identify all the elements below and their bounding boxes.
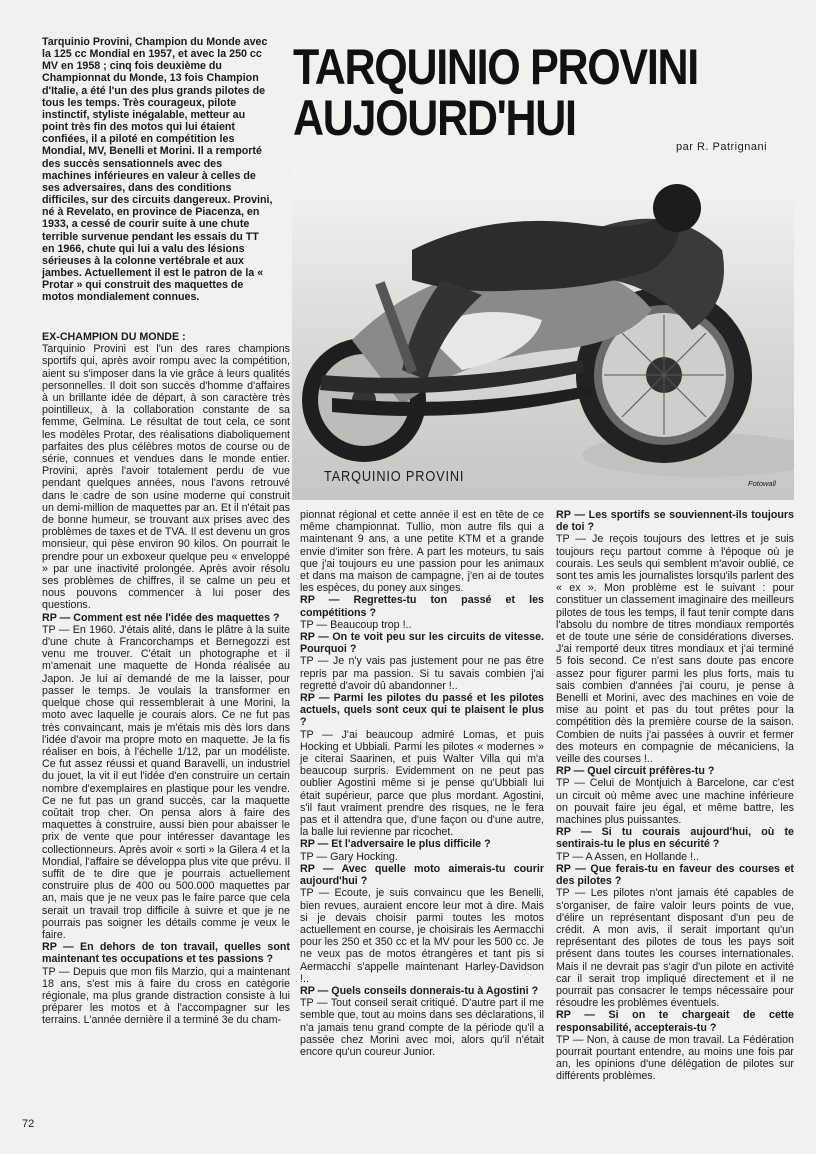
- interview-question: RP — Parmi les pilotes du passé et les pilotes actuels, quels sont ceux qui te plaisent le plus ?: [300, 692, 544, 729]
- interview-answer: TP — Depuis que mon fils Marzio, qui a maintenant 18 ans, s'est mis à faire du cross en catégorie régionale, ma plus grande distraction consiste à lui préparer les motos et à l'accompagner sur les terrains. L'année dernière il a terminé 3e du cham-: [42, 965, 290, 1027]
- author-byline: par R. Patrignani: [676, 141, 768, 153]
- rider-photo: [292, 170, 794, 500]
- interview-answer: TP — Je n'y vais pas justement pour ne pas être repris par ma passion. Si tu savais combien j'ai regretté d'avoir dû abandonner !..: [300, 655, 544, 692]
- interview-answer: TP — En 1960. J'étais alité, dans le plâtre à la suite d'une chute à Francorchamps et Bernegozzi est venu me trouver. C'était un photographe et il m'amenait une maquette de Honda réalisée au Japon. Je lui ai demandé de me la laisser, pour passer le temps. Je voulais la transformer en quelque chose qui ressemblerait à une Morini, la moto avec laquelle je courais alors. Ce ne fut pas très convaincant, mais je m'étais mis dès lors dans l'idée d'avoir ma propre moto en maquette. Je la fis réaliser en bois, à l'échelle 1/12, par un modéliste. Ce fut assez réussi et quand Baravelli, un industriel du jouet, la vit il eut l'idée d'en construire un certain nombre d'exemplaires en plastique pour les vendre. Ce ne fut pas un grand succès, car la maquette coûtait trop cher. On pensa alors à faire des maquettes à construire, aussi bien pour abaisser le prix de vente que pour intéresser davantage les collectionneurs. Après avoir « sorti » la Gilera 4 et la Mondial, l'affaire se développa plus vite que prévu. Il suffit de te dire que je pourrais actuellement construire plus de 400 ou 500.000 maquettes par an, mais que je ne veux pas le faire parce que cela serait un travail trop difficile à suivre et que je ne pourrais pas soigner les détails comme je veux le faire.: [42, 623, 290, 941]
- interview-answer: TP — A Assen, en Hollande !..: [556, 850, 699, 863]
- text-column-3: [556, 509, 794, 1083]
- page-number: 72: [22, 1118, 35, 1130]
- interview-question: RP — Comment est née l'idée des maquettes ?: [42, 611, 280, 624]
- interview-question: RP — Avec quelle moto aimerais-tu courir aujourd'hui ?: [300, 862, 544, 888]
- interview-answer: TP — Je reçois toujours des lettres et je suis toujours reçu partout comme à l'époque où je courais. Les seuls qui semblent m'avoir oublié, ce sont tes amis les journalistes lorsqu'ils parlent des « ex ». Mon problème est le suivant : pour constituer un classement imaginaire des meilleurs pilotes de tous les temps, il faut tenir compte dans l'absolu du nombre de titres mondiaux remportés et de toute une série de considérations diverses. J'ai remporté deux titres mondiaux et j'ai terminé 5 fois second. Ce n'est sans doute pas encore assez pour figurer parmi les plus forts, mais tu sais combien d'années j'ai couru, je pense à Benelli et Morini, avec des machines en voie de mise au point et pas du tout prêtes pour la compétition dès la première course de la saison. Combien de nuits j'ai passées à ouvrir et fermer des moteurs en compagnie de mécaniciens, la veille des courses !..: [556, 533, 794, 766]
- interview-answer: TP — J'ai beaucoup admiré Lomas, et puis Hocking et Ubbiali. Parmi les pilotes « modernes » je citerai Saarinen, et puis Walter Villa qui m'a beaucoup surpris. Evidemment on ne peut pas oublier Agostini même si je pense qu'Ubbiali lui était supérieur, parce que plus mordant. Agostini, s'il faut vraiment prendre des risques, ne le fera pas et il attendra que, d'une façon ou d'une autre, la balle lui revienne par ricochet.: [300, 728, 544, 839]
- interview-answer: pionnat régional et cette année il est en tête de ce même championnat. Tullio, mon autre fils qui a maintenant 9 ans, a une petite KTM et a grande envie d'imiter son frère. A part les moteurs, tu sais que j'ai toujours eu une passion pour les animaux et dans ma maison de campagne, j'en ai de toutes les espèces, du poney aux singes.: [300, 509, 544, 595]
- interview-answer: TP — Celui de Montjuich à Barcelone, car c'est un circuit où même avec une machine inférieure on pouvait faire jeu égal, et même battre, les machines plus puissantes.: [556, 777, 794, 827]
- interview-answer: TP — Non, à cause de mon travail. La Fédération pourrait pourtant entendre, au moins une fois par an, les opinions d'une délégation de pilotes sur différents problèmes.: [556, 1033, 794, 1083]
- title-line-2: AUJOURD'HUI: [293, 90, 576, 146]
- interview-question: RP — Quels conseils donnerais-tu à Agostini ?: [300, 984, 539, 997]
- interview-question: RP — En dehors de ton travail, quelles sont maintenant tes occupations et tes passions ?: [42, 941, 290, 966]
- interview-answer: TP — Tout conseil serait critiqué. D'autre part il me semble que, tout au moins dans ses déclarations, il n'a jamais tenu grand compte de la période qu'il a passée chez Morini avec moi, alors qu'il n'était encore qu'un coureur Junior.: [300, 997, 544, 1058]
- interview-question: RP — Et l'adversaire le plus difficile ?: [300, 838, 491, 851]
- interview-answer: TP — Gary Hocking.: [300, 850, 398, 863]
- interview-answer: TP — Ecoute, je suis convaincu que les Benelli, bien revues, auraient encore leur mot à dire. Mais si je devais choisir parmi toutes les motos actuellement en course, je choisirais les Aermacchi pour les 250 et 350 cc et la MV pour les 500 cc. Je ne veux pas de motos étrangères et tant pis si Aermacchi s'appelle maintenant Harley-Davidson !..: [300, 887, 544, 985]
- article-title: [293, 39, 723, 146]
- motorcycle-rider-illustration: [292, 170, 794, 500]
- interview-question: RP — Quel circuit préfères-tu ?: [556, 765, 715, 778]
- interview-question: RP — On te voit peu sur les circuits de vitesse. Pourquoi ?: [300, 631, 544, 656]
- text-column-1: [42, 331, 290, 1027]
- interview-question: RP — Les sportifs se souviennent-ils toujours de toi ?: [556, 509, 794, 534]
- interview-answer: TP — Les pilotes n'ont jamais été capables de s'organiser, de faire valoir leurs points de vue, d'élire un représentant disposant d'un peu de crédit. A mon avis, il serait important qu'un représentant des pilotes de tous les pays soit présent dans toutes les courses internationales. Mais il ne devrait pas s'agir d'un pilote en activité car il serait trop impliqué directement et il ne pourrait pas consacrer le temps nécessaire pour résoudre les problèmes éventuels.: [556, 887, 794, 1010]
- interview-question: RP — Regrettes-tu ton passé et les compétitions ?: [300, 594, 544, 619]
- text-column-2: [300, 509, 544, 1058]
- interview-question: RP — Si tu courais aujourd'hui, où te sentirais-tu le plus en sécurité ?: [556, 826, 794, 851]
- title-line-1: TARQUINIO PROVINI: [293, 39, 698, 95]
- paragraph: Tarquinio Provini est l'un des rares champions sportifs qui, après avoir rompu avec la compétition, aient su s'imposer dans la vie grâce à leurs qualités personnelles. Il doit son succès d'homme d'affaires à un brillante idée de départ, à son caractère très pointilleux, à la collaboration constante de sa femme, Gelmina. Le résultat de tout cela, ce sont les modèles Protar, des réalisations diaboliquement parfaites des plus célèbres motos de course ou de série, connues et vendues dans le monde entier. Provini, après l'avoir totalement perdu de vue pendant quelques années, nous l'avons retrouvé dans le cadre de son usine moderne qui construit un demi-million de maquettes par an. Et il n'était pas de bonne humeur, se trouvant aux prises avec des problèmes de taxes et de TVA. Il est devenu un gros monsieur, qui pèse environ 90 kilos. On pourrait le prendre pour un exboxeur quelque peu « enveloppé » par une inactivité prolongée. Après avoir résolu ses problèmes de chiffres, il se calme un peu et nous pouvons commencer à lui poser des questions.: [42, 343, 290, 612]
- interview-question: RP — Si on te chargeait de cette responsabilité, accepterais-tu ?: [556, 1009, 794, 1034]
- photo-caption: TARQUINIO PROVINI: [324, 468, 465, 485]
- section-heading: EX-CHAMPION DU MONDE :: [42, 331, 186, 343]
- intro-summary: Tarquinio Provini, Champion du Monde avec la 125 cc Mondial en 1957, et avec la 250 cc MV en 1958 ; cinq fois deuxième du Championnat du Monde, 13 fois Champion d'Italie, a été l'un des plus grands pilotes de tous les temps. Très courageux, pilote instinctif, styliste inégalable, metteur au point très fin des motos qui lui étaient confiées, il a piloté en compétition les Mondial, MV, Benelli et Morini. Il a remporté des succès sensationnels avec des machines inférieures en valeur à celles de ses adversaires, dans des conditions difficiles, sur des circuits dangereux. Provini, né à Revelato, en province de Piacenza, en 1933, a cessé de courir suite à une chute terrible survenue pendant les essais du TT en 1966, chute qui lui a valu des lésions sérieuses à la colonne vertébrale et aux jambes. Actuellement il est le patron de la « Protar » qui construit des maquettes de motos mondialement connues.: [42, 36, 273, 304]
- photo-credit: Fotowall: [748, 479, 776, 488]
- interview-question: RP — Que ferais-tu en faveur des courses et des pilotes ?: [556, 862, 794, 888]
- interview-answer: TP — Beaucoup trop !..: [300, 618, 412, 631]
